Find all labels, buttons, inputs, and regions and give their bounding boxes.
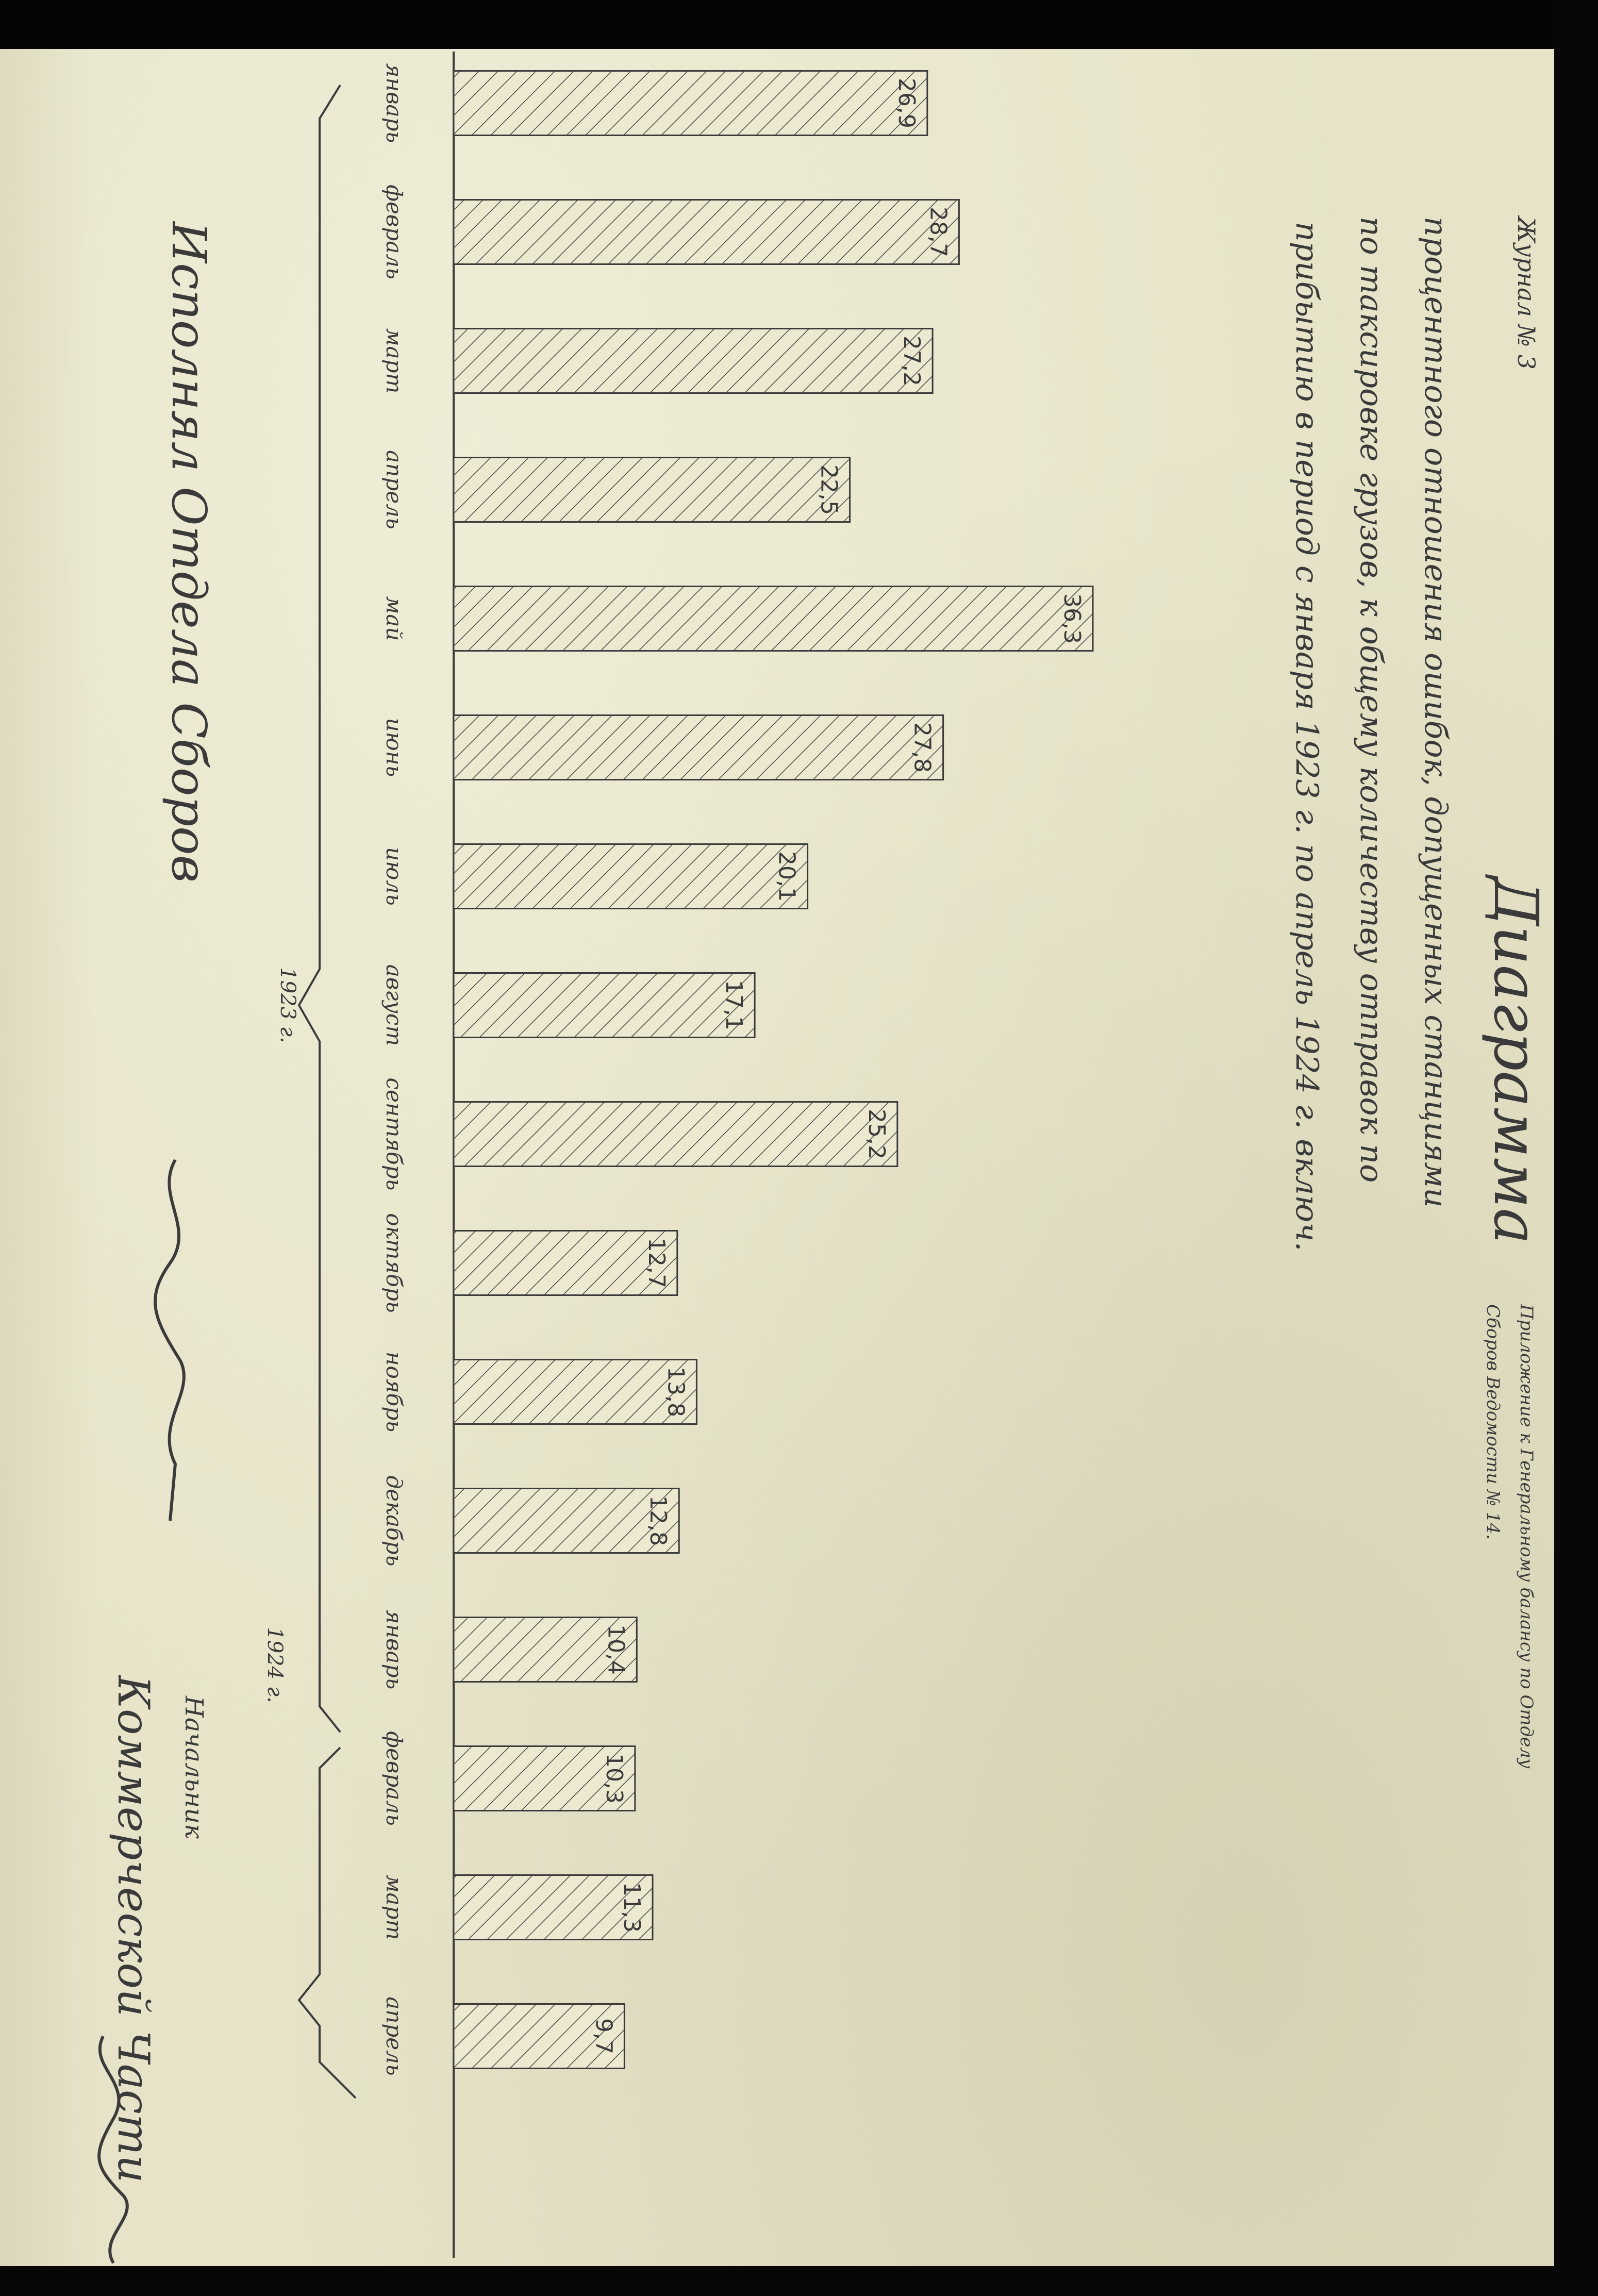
value-label-12: 12,8 [645, 1495, 672, 1546]
category-label-5: май [381, 596, 407, 641]
bar-8 [454, 973, 755, 1038]
subtitle-line-3: прибытию в период с января 1923 г. по апрель 1924 г. включ. [1289, 222, 1325, 1252]
bar-2 [454, 200, 959, 264]
scan-border-top [0, 0, 1598, 49]
attachment-note-line-1: Приложение к Генеральному балансу по Отделу [1516, 1304, 1537, 1769]
signature-scribble-1 [155, 1160, 184, 1521]
value-label-6: 27,8 [909, 722, 936, 773]
value-label-11: 13,8 [662, 1367, 689, 1417]
category-label-6: июнь [381, 718, 407, 777]
attachment-note-line-2: Сборов Ведомости № 14. [1483, 1304, 1503, 1540]
year-1924-brace [299, 1748, 356, 2098]
value-label-15: 11,3 [619, 1882, 645, 1933]
category-label-7: июль [381, 847, 407, 906]
subtitle-line-1: процентного отношения ошибок, допущенных станциями [1418, 217, 1454, 1208]
chart-title: Диаграмма [1480, 876, 1552, 1244]
value-label-9: 25,2 [863, 1109, 890, 1159]
chief-label: Начальник [179, 1696, 208, 1839]
group-label-1923: 1923 г. [276, 967, 299, 1043]
category-labels [381, 63, 407, 2076]
group-label-1924: 1924 г. [263, 1627, 287, 1703]
bars-group [454, 71, 1093, 2069]
category-label-1: январь [381, 63, 407, 143]
value-label-16: 9,7 [590, 2018, 617, 2054]
signature-prefix: Исполнял Отдела Сборов [161, 222, 217, 883]
chief-signature: Коммерческой Части [108, 1675, 159, 2183]
bar-1 [454, 71, 927, 136]
value-label-3: 27,2 [898, 336, 925, 386]
category-label-10: октябрь [381, 1213, 407, 1313]
category-label-16: апрель [381, 1996, 407, 2076]
category-label-15: март [381, 1874, 407, 1940]
category-label-3: март [381, 328, 407, 394]
category-label-14: февраль [381, 1731, 407, 1826]
value-label-5: 36,3 [1059, 593, 1085, 644]
year-1923-brace [299, 85, 340, 1732]
subtitle-line-2: по таксировке грузов, к общему количеству отправок по [1353, 217, 1389, 1183]
value-label-8: 17,1 [721, 980, 747, 1030]
value-label-14: 10,3 [601, 1753, 627, 1804]
scan-border-bottom [0, 2266, 1598, 2296]
category-label-8: август [381, 964, 407, 1046]
bar-6 [454, 716, 943, 780]
category-label-12: декабрь [381, 1475, 407, 1567]
category-label-9: сентябрь [381, 1077, 407, 1191]
value-label-1: 26,9 [893, 78, 920, 128]
bar-5 [454, 587, 1093, 651]
bar-4 [454, 458, 850, 522]
corner-note: Журнал № 3 [1512, 217, 1540, 370]
category-label-2: февраль [381, 185, 407, 279]
bar-9 [454, 1102, 897, 1167]
value-label-4: 22,5 [815, 464, 842, 515]
category-label-4: апрель [381, 450, 407, 529]
value-label-7: 20,1 [773, 851, 800, 902]
value-label-13: 10,4 [603, 1624, 629, 1675]
bar-11 [454, 1360, 696, 1424]
category-label-13: январь [381, 1609, 407, 1690]
bar-3 [454, 329, 933, 393]
bar-7 [454, 844, 808, 909]
scan-border-right [1554, 0, 1598, 2296]
category-label-11: ноябрь [381, 1351, 407, 1433]
value-label-2: 28,7 [925, 207, 952, 257]
value-label-10: 12,7 [643, 1238, 670, 1288]
